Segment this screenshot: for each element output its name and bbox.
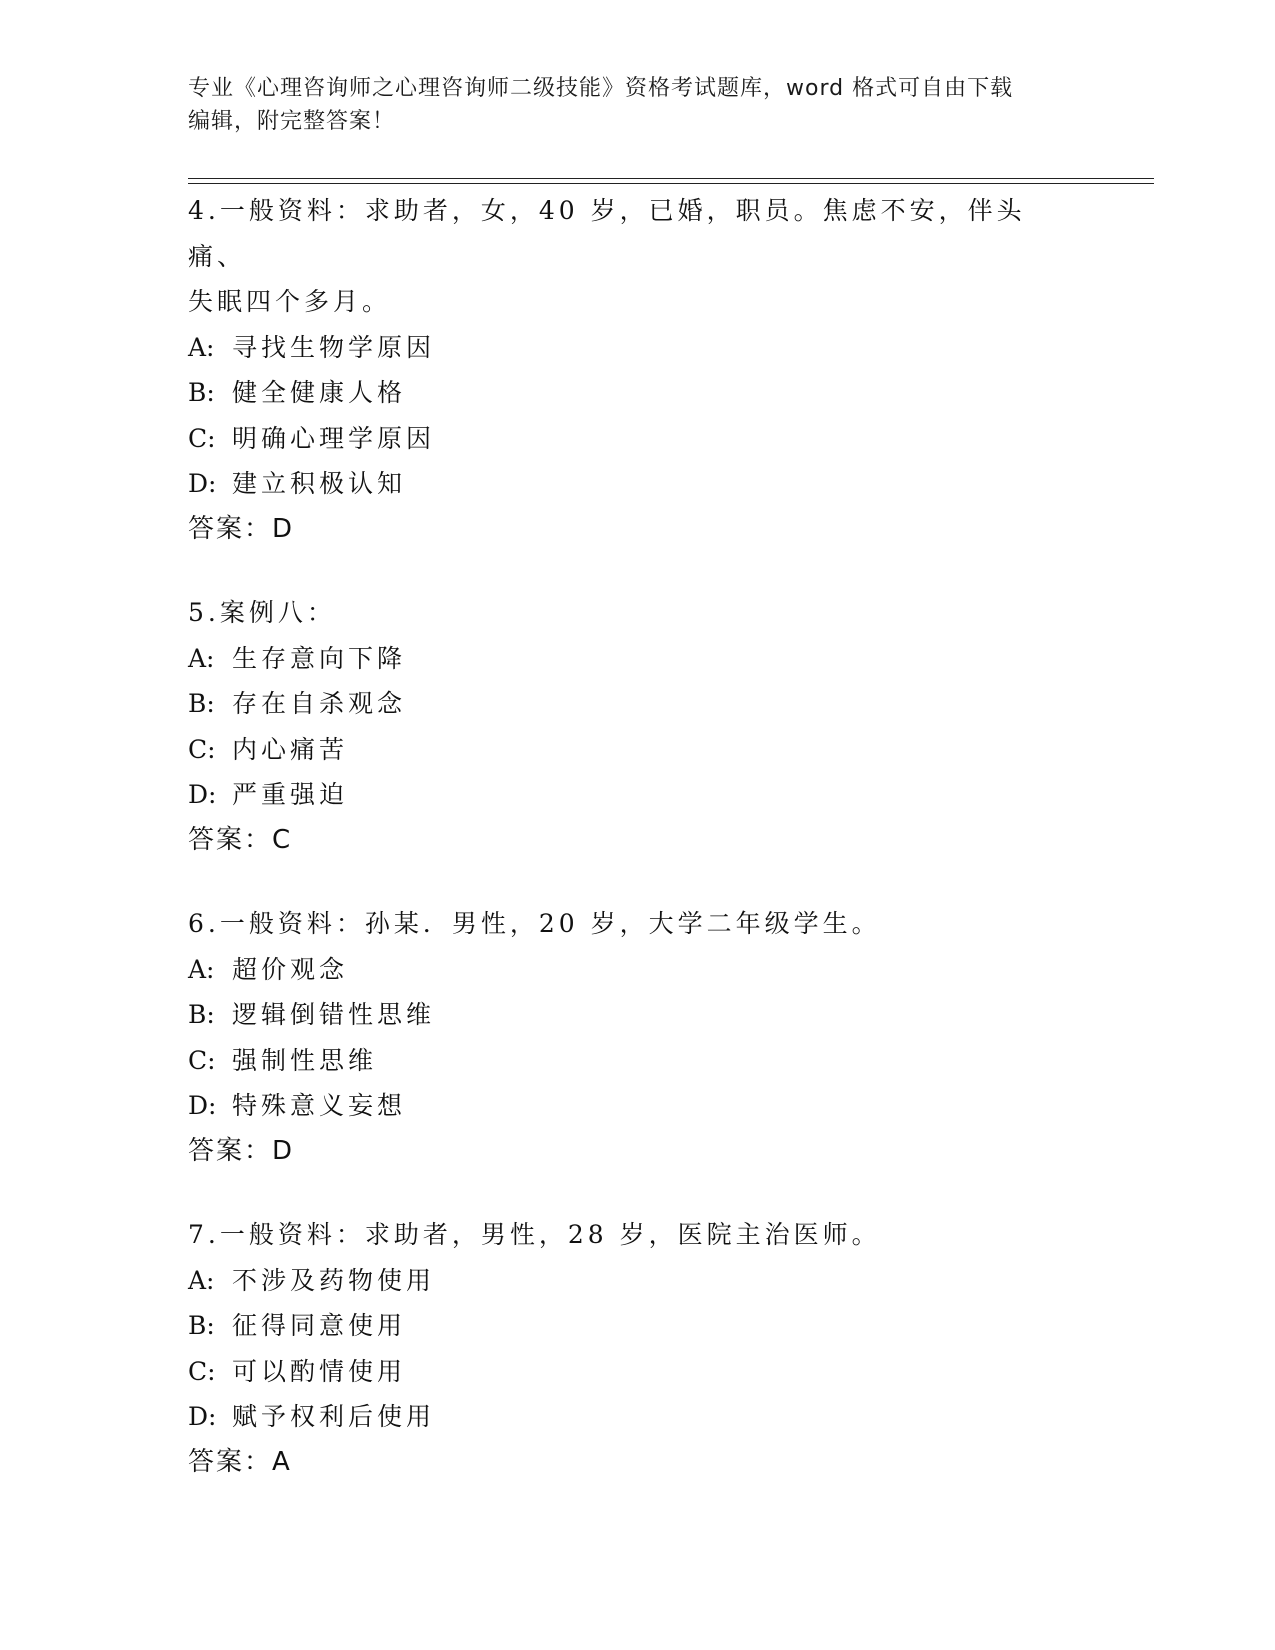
option-letter: B: [188,378,215,407]
option-text: 征得同意使用 [232,1311,407,1340]
option-letter: C: [188,1356,216,1386]
option-letter: A: [188,332,215,362]
question-5 [188,590,1088,863]
option-d [188,1394,1088,1440]
option-letter: D: [188,780,217,809]
option-c [188,1038,1088,1084]
option-letter: A: [188,643,215,673]
header-line-1: 专业《心理咨询师之心理咨询师二级技能》资格考试题库，word 格式可自由下载 [188,76,1014,101]
question-stem-line: 5.案例八： [188,598,336,627]
option-letter: B: [188,1000,215,1029]
option-text: 健全健康人格 [232,378,407,407]
header-divider-bottom [188,183,1154,184]
option-d [188,772,1088,818]
option-text: 可以酌情使用 [232,1356,407,1386]
option-b [188,992,1088,1038]
option-text: 强制性思维 [232,1045,378,1075]
option-letter: C: [188,423,216,453]
option-letter: D: [188,1091,217,1120]
option-d [188,1083,1088,1129]
option-a [188,1258,1088,1304]
question-stem-line: 6.一般资料：孙某．男性，20 岁，大学二年级学生。 [188,909,881,938]
option-c [188,1349,1088,1395]
option-c [188,727,1088,773]
option-text: 寻找生物学原因 [232,332,436,362]
answer-line: 答案：D [188,513,295,544]
option-text: 明确心理学原因 [232,423,436,453]
option-text: 特殊意义妄想 [232,1091,407,1120]
option-d [188,461,1088,507]
option-text: 严重强迫 [232,780,349,809]
option-c [188,416,1088,462]
option-text: 存在自杀观念 [232,689,407,718]
answer-line: 答案：C [188,824,293,855]
question-stem-line: 4.一般资料：求助者，女，40 岁，已婚，职员。焦虑不安，伴头痛、 [188,196,1026,271]
option-letter: C: [188,1045,216,1075]
header-line-2: 编辑，附完整答案！ [188,109,396,134]
option-text: 逻辑倒错性思维 [232,1000,436,1029]
option-text: 建立积极认知 [232,469,407,498]
option-text: 赋予权利后使用 [232,1402,436,1431]
option-b [188,681,1088,727]
question-stem [188,1212,1068,1258]
question-stem [188,188,1068,325]
question-stem-line: 7.一般资料：求助者，男性，28 岁，医院主治医师。 [188,1220,881,1249]
option-b [188,1303,1088,1349]
option-text: 内心痛苦 [232,734,349,764]
question-4 [188,188,1088,552]
question-7 [188,1212,1088,1485]
option-letter: C: [188,734,216,764]
question-stem [188,901,1068,947]
option-a [188,947,1088,993]
option-letter: B: [188,1311,215,1340]
option-letter: A: [188,954,215,984]
question-list [188,188,1088,1523]
option-text: 超价观念 [232,954,349,984]
option-text: 不涉及药物使用 [232,1265,436,1295]
option-letter: D: [188,469,217,498]
question-stem [188,590,1068,636]
option-letter: D: [188,1402,217,1431]
header-divider-top [188,178,1154,179]
answer-line: 答案：D [188,1135,295,1166]
document-header [188,72,1088,138]
question-stem-line: 失眠四个多月。 [188,287,392,316]
option-a [188,636,1088,682]
option-letter: B: [188,689,215,718]
option-a [188,325,1088,371]
question-6 [188,901,1088,1174]
answer-line: 答案：A [188,1446,292,1477]
option-b [188,370,1088,416]
option-text: 生存意向下降 [232,643,407,673]
option-letter: A: [188,1265,215,1295]
